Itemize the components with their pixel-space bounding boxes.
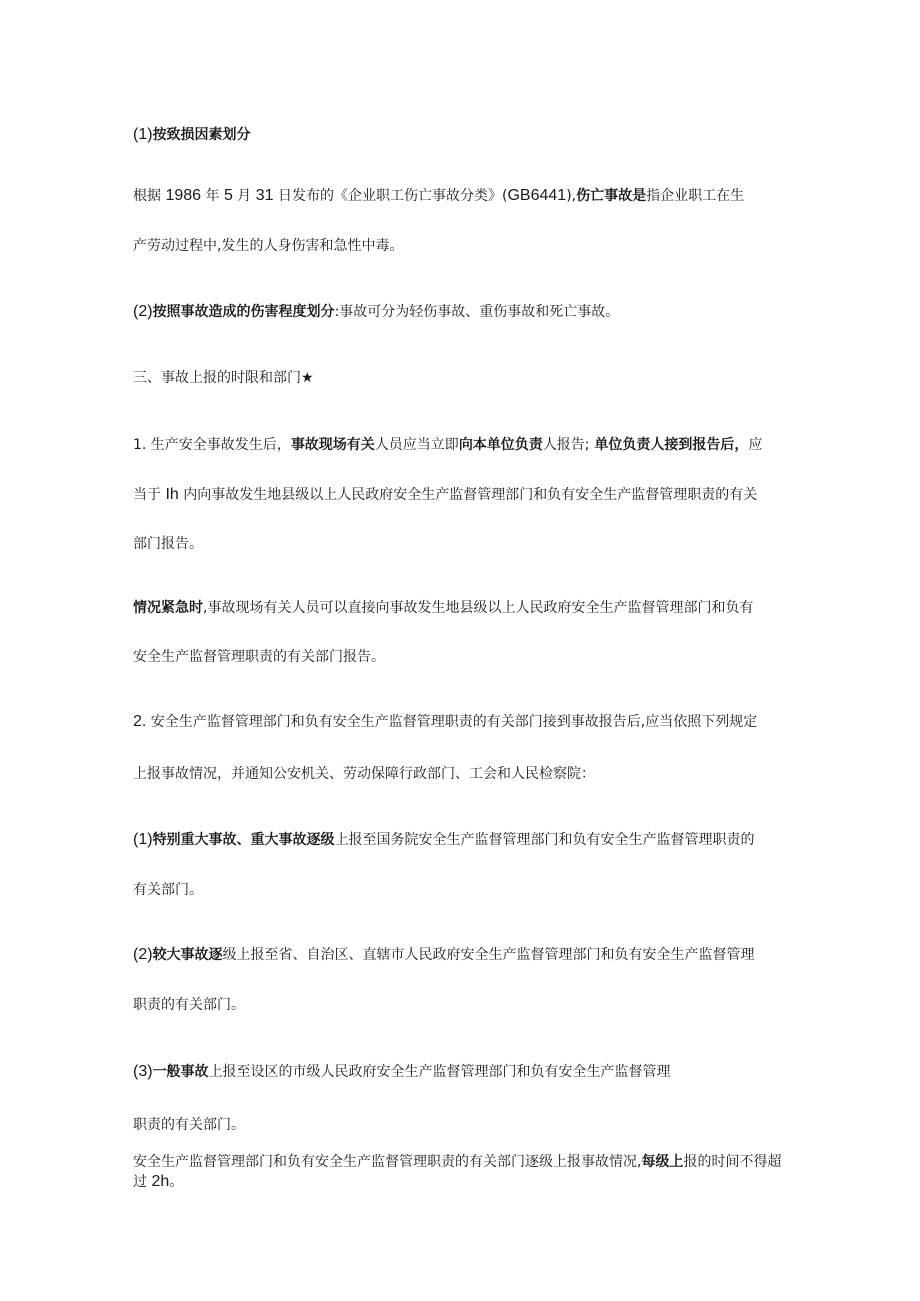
paragraph-time-limit: 安全生产监督管理部门和负有安全生产监督管理职责的有关部门逐级上报事故情况,每级上报的时间不得超过 2h。 xyxy=(133,1154,782,1190)
paragraph-emergency-line1: 情况紧急时,事故现场有关人员可以直接向事故发生地县级以上人民政府安全生产监督管理部门和负有 xyxy=(133,600,754,616)
section-heading-reporting: 三、事故上报的时限和部门★ xyxy=(133,370,314,386)
paragraph-sub1-line2: 有关部门。 xyxy=(133,882,203,898)
paragraph-item2-line2: 上报事故情况，并通知公安机关、劳动保障行政部门、工会和人民检察院： xyxy=(133,766,595,782)
paragraph-item1-line2: 当于 Ih 内向事故发生地县级以上人民政府安全生产监督管理部门和负有安全生产监督管理职责的有关 xyxy=(133,486,758,503)
paragraph-sub3-line1: (3)一般事故上报至设区的市级人民政府安全生产监督管理部门和负有安全生产监督管理 xyxy=(133,1063,671,1080)
paragraph-emergency-line2: 安全生产监督管理职责的有关部门报告。 xyxy=(133,649,385,665)
paragraph-sub2-line1: (2)较大事故逐级上报至省、自治区、直辖市人民政府安全生产监督管理部门和负有安全生产监督管理 xyxy=(133,946,755,963)
paragraph-definition-line2: 产劳动过程中,发生的人身伤害和急性中毒。 xyxy=(133,238,404,254)
heading-by-cause: (1)按致损因素划分 xyxy=(133,126,251,143)
paragraph-item1-line1: 1. 生产安全事故发生后，事故现场有关人员应当立即向本单位负责人报告; 单位负责人接到报告后，应 xyxy=(133,437,763,453)
paragraph-sub1-line1: (1)特别重大事故、重大事故逐级上报至国务院安全生产监督管理部门和负有安全生产监督管理职责的 xyxy=(133,831,755,848)
heading-by-severity: (2)按照事故造成的伤害程度划分:事故可分为轻伤事故、重伤事故和死亡事故。 xyxy=(133,303,620,320)
paragraph-sub2-line2: 职责的有关部门。 xyxy=(133,997,245,1013)
paragraph-sub3-line2: 职责的有关部门。 xyxy=(133,1117,245,1133)
paragraph-item1-line3: 部门报告。 xyxy=(133,536,203,552)
paragraph-definition-line1: 根据 1986 年 5 月 31 日发布的《企业职工伤亡事故分类》(GB6441),伤亡事故是指企业职工在生 xyxy=(133,187,745,204)
paragraph-item2-line1: 2. 安全生产监督管理部门和负有安全生产监督管理职责的有关部门接到事故报告后,应当依照下列规定 xyxy=(133,713,758,730)
